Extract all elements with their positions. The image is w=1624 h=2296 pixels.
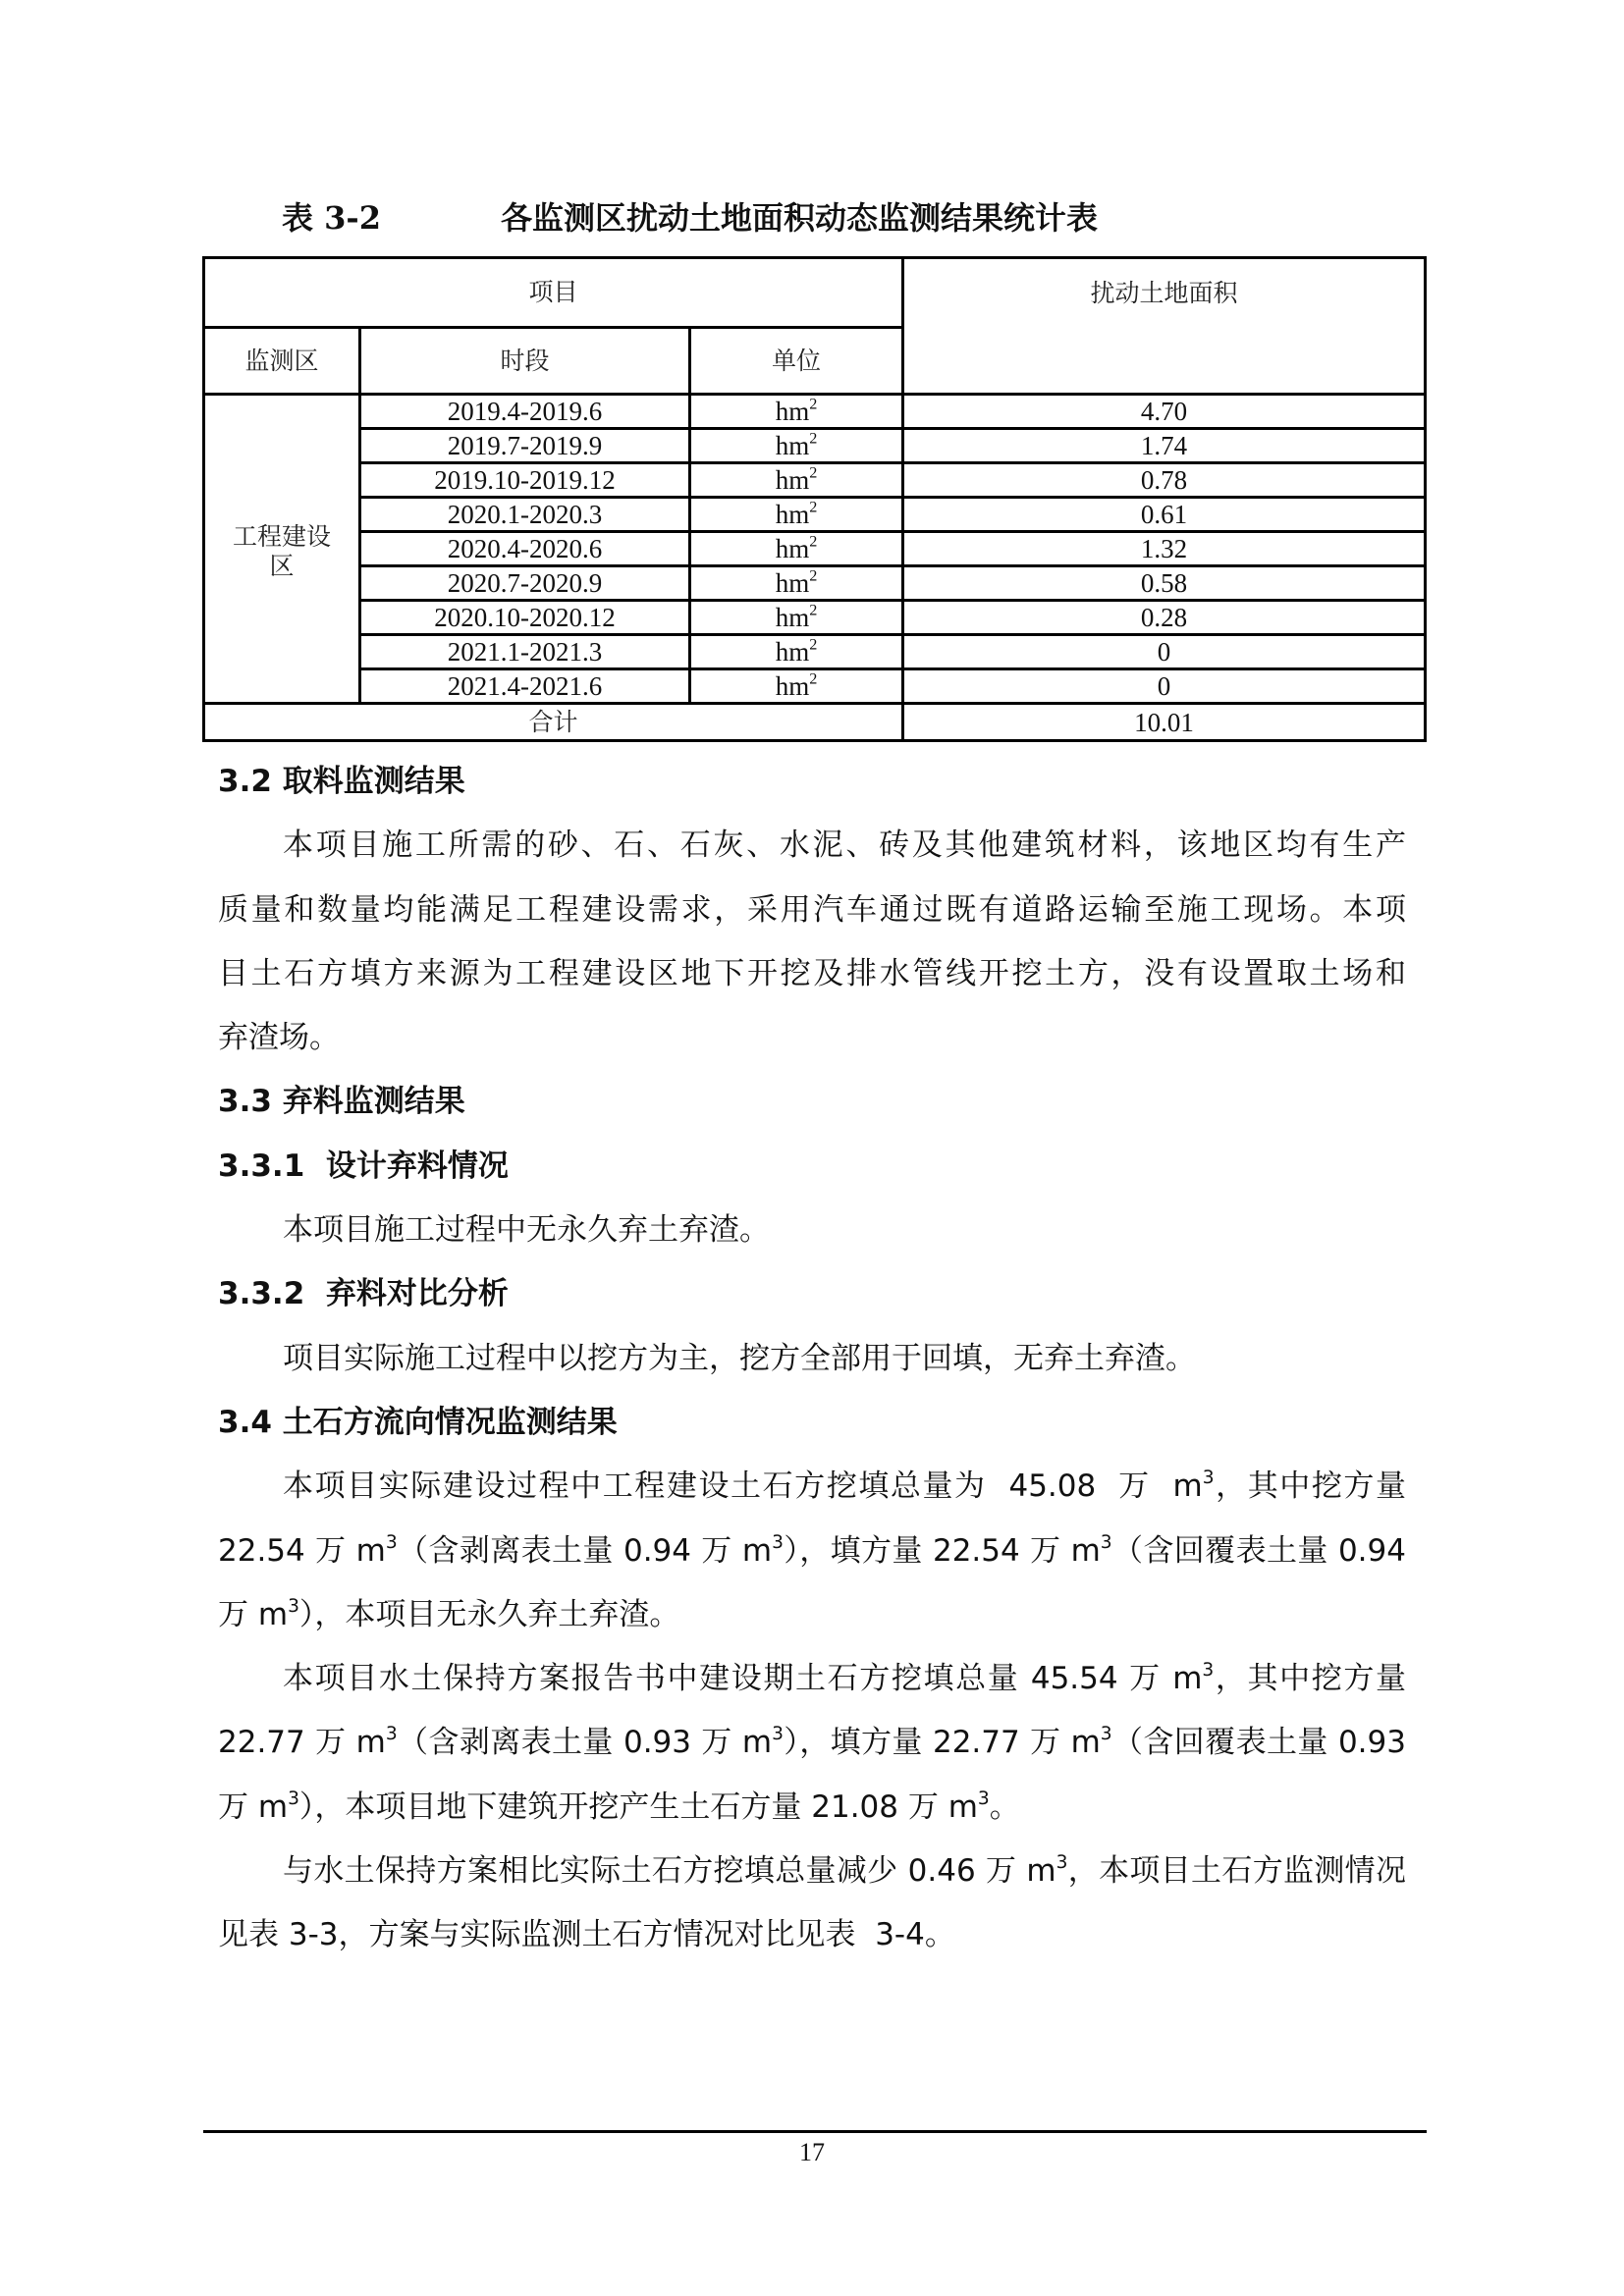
text-run: 本项目水土保持方案报告书中建设期土石方挖填总量 45.54 万 m (283, 1661, 1203, 1697)
paragraph-line (218, 1656, 1406, 1720)
period-cell: 2019.10-2019.12 (360, 463, 690, 498)
superscript: 3 (1202, 1660, 1215, 1682)
table-header-row (204, 258, 1426, 328)
paragraph-line: 本项目施工过程中无永久弃土弃渣。 (283, 1212, 770, 1249)
table-row (204, 429, 1426, 463)
superscript: 3 (288, 1595, 299, 1617)
heading-3-3-2: 3.3.2 弃料对比分析 (218, 1276, 509, 1312)
unit-cell (690, 463, 903, 498)
paragraph-line (218, 1592, 1406, 1656)
table-row (204, 395, 1426, 429)
area-cell: 0.58 (903, 566, 1426, 601)
area-cell: 4.70 (903, 395, 1426, 429)
table-row (204, 635, 1426, 669)
unit-base: hm (775, 671, 810, 701)
period-cell: 2019.7-2019.9 (360, 429, 690, 463)
period-cell: 2021.1-2021.3 (360, 635, 690, 669)
paragraph-line: 目土石方填方来源为工程建设区地下开挖及排水管线开挖土方，没有设置取土场和 (218, 955, 1406, 991)
unit-cell (690, 601, 903, 635)
heading-3-2: 3.2 取料监测结果 (218, 764, 465, 799)
unit-exponent: 2 (809, 463, 818, 482)
text-run: 本项目实际建设过程中工程建设土石方挖填总量为 45.08 万 m (283, 1468, 1203, 1505)
unit-exponent: 2 (809, 429, 818, 448)
superscript: 3 (1056, 1852, 1068, 1874)
unit-exponent: 2 (809, 566, 818, 585)
unit-base: hm (775, 603, 810, 632)
zone-cell (204, 395, 360, 704)
text-run: 万 m (218, 1596, 289, 1632)
paragraph-line (218, 1785, 1406, 1848)
text-run: ），本项目无永久弃土弃渣。 (298, 1596, 680, 1632)
text-run: ，本项目土石方监测情况 (1067, 1853, 1407, 1890)
table-number: 表 3-2 (282, 199, 381, 237)
unit-base: hm (775, 431, 810, 460)
heading-3-4: 3.4 土石方流向情况监测结果 (218, 1404, 618, 1440)
table-row (204, 532, 1426, 566)
unit-base: hm (775, 500, 810, 529)
text-run: 万 m (218, 1789, 289, 1825)
unit-exponent: 2 (809, 669, 818, 688)
superscript: 3 (288, 1788, 299, 1809)
zone-name-line: 工程建设 (232, 522, 331, 551)
table-caption (282, 196, 1362, 240)
superscript: 3 (385, 1724, 398, 1745)
unit-base: hm (775, 637, 810, 667)
superscript: 3 (772, 1531, 784, 1553)
table-total-row (204, 704, 1426, 741)
paragraph-line: 弃渣场。 (218, 1020, 340, 1056)
header-unit: 单位 (690, 328, 903, 395)
area-cell: 0 (903, 635, 1426, 669)
header-zone: 监测区 (204, 328, 360, 395)
table-row (204, 566, 1426, 601)
table-row (204, 463, 1426, 498)
paragraph-line: 本项目施工所需的砂、石、石灰、水泥、砖及其他建筑材料，该地区均有生产 (283, 828, 1406, 864)
page-number: 17 (799, 2138, 825, 2166)
unit-exponent: 2 (809, 498, 818, 516)
paragraph-line: 见表 3-3，方案与实际监测土石方情况对比见表 3-4。 (218, 1917, 955, 1953)
paragraph-line (218, 1848, 1406, 1912)
heading-3-3: 3.3 弃料监测结果 (218, 1084, 465, 1120)
text-run: ，其中挖方量 (1214, 1661, 1407, 1697)
paragraph-line (218, 1720, 1406, 1784)
table-title: 各监测区扰动土地面积动态监测结果统计表 (501, 199, 1099, 237)
period-cell: 2020.1-2020.3 (360, 498, 690, 532)
unit-base: hm (775, 534, 810, 563)
superscript: 3 (772, 1724, 784, 1745)
unit-cell (690, 669, 903, 704)
disturbed-area-table (202, 256, 1427, 742)
header-area: 扰动土地面积 (903, 258, 1426, 395)
period-cell: 2020.7-2020.9 (360, 566, 690, 601)
superscript: 3 (1202, 1468, 1215, 1489)
text-run: ），填方量 22.77 万 m (783, 1725, 1101, 1761)
unit-cell (690, 566, 903, 601)
unit-cell (690, 498, 903, 532)
text-run: （含剥离表土量 0.93 万 m (397, 1725, 773, 1761)
superscript: 3 (977, 1788, 990, 1809)
area-cell: 1.32 (903, 532, 1426, 566)
period-cell: 2019.4-2019.6 (360, 395, 690, 429)
text-run: 22.54 万 m (218, 1532, 386, 1569)
text-run: 与水土保持方案相比实际土石方挖填总量减少 0.46 万 m (283, 1853, 1056, 1890)
unit-exponent: 2 (809, 395, 818, 413)
unit-cell (690, 429, 903, 463)
paragraph-line (218, 1528, 1406, 1592)
period-cell: 2020.10-2020.12 (360, 601, 690, 635)
document-body (218, 759, 1406, 1977)
table-row (204, 601, 1426, 635)
unit-exponent: 2 (809, 601, 818, 619)
text-run: （含回覆表土量 0.94 (1111, 1532, 1406, 1569)
unit-exponent: 2 (809, 635, 818, 654)
unit-cell (690, 395, 903, 429)
paragraph-line: 项目实际施工过程中以挖方为主，挖方全部用于回填，无弃土弃渣。 (283, 1340, 1196, 1376)
text-run: （含回覆表土量 0.93 (1111, 1725, 1406, 1761)
unit-base: hm (775, 568, 810, 598)
area-cell: 1.74 (903, 429, 1426, 463)
text-run: ），本项目地下建筑开挖产生土石方量 21.08 万 m (298, 1789, 978, 1825)
total-label: 合计 (204, 704, 903, 741)
text-run: 。 (989, 1789, 1020, 1825)
zone-name-line: 区 (269, 552, 295, 580)
header-item: 项目 (204, 258, 903, 328)
area-cell: 0.61 (903, 498, 1426, 532)
unit-exponent: 2 (809, 532, 818, 551)
area-cell: 0.78 (903, 463, 1426, 498)
period-cell: 2021.4-2021.6 (360, 669, 690, 704)
unit-base: hm (775, 465, 810, 495)
header-period: 时段 (360, 328, 690, 395)
text-run: 22.77 万 m (218, 1725, 386, 1761)
superscript: 3 (385, 1531, 398, 1553)
area-cell: 0 (903, 669, 1426, 704)
period-cell: 2020.4-2020.6 (360, 532, 690, 566)
footer-divider (203, 2130, 1427, 2133)
text-run: ），填方量 22.54 万 m (783, 1532, 1101, 1569)
paragraph-line: 质量和数量均能满足工程建设需求，采用汽车通过既有道路运输至施工现场。本项 (218, 891, 1406, 928)
superscript: 3 (1100, 1724, 1112, 1745)
unit-base: hm (775, 397, 810, 426)
text-run: ，其中挖方量 (1214, 1468, 1406, 1505)
unit-cell (690, 635, 903, 669)
text-run: （含剥离表土量 0.94 万 m (397, 1532, 773, 1569)
table-row (204, 498, 1426, 532)
paragraph-line (218, 1464, 1406, 1527)
area-cell: 0.28 (903, 601, 1426, 635)
total-value: 10.01 (903, 704, 1426, 741)
heading-3-3-1: 3.3.1 设计弃料情况 (218, 1148, 509, 1184)
unit-cell (690, 532, 903, 566)
superscript: 3 (1100, 1531, 1112, 1553)
table-row (204, 669, 1426, 704)
